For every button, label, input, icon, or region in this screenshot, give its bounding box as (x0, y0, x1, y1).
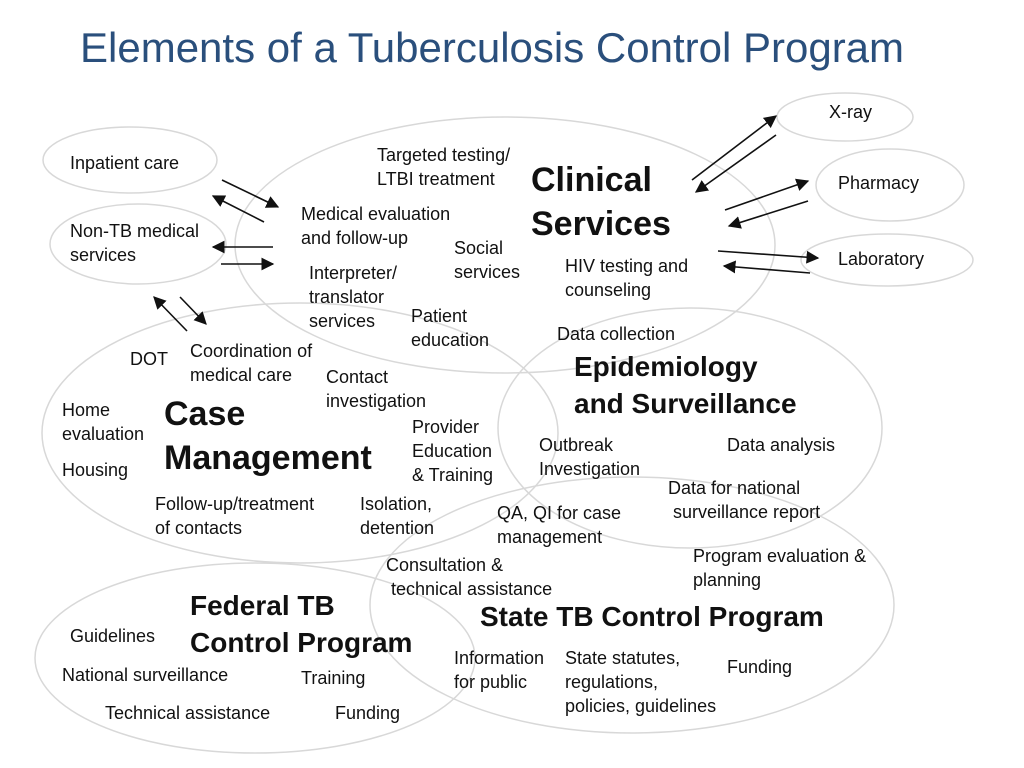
qa-qi-label: QA, QI for case management (497, 503, 622, 547)
state-program-heading: State TB Control Program (480, 601, 824, 632)
federal-funding-label: Funding (335, 703, 401, 723)
technical-assistance-label: Technical assistance (105, 703, 271, 723)
epidemiology-heading: Epidemiology and Surveillance (574, 351, 797, 419)
coordination-label: Coordination of medical care (190, 341, 313, 385)
statutes-label: State statutes, regulations, policies, guidelines (565, 648, 717, 716)
case-management-heading: Case Management (164, 395, 372, 477)
data-collection-label: Data collection (557, 324, 676, 344)
data-analysis-label: Data analysis (727, 435, 836, 455)
xray-label: X-ray (829, 102, 873, 122)
state-funding-label: Funding (727, 657, 793, 677)
targeted-testing-label: Targeted testing/ LTBI treatment (377, 145, 511, 189)
housing-label: Housing (62, 460, 129, 480)
provider-education-label: Provider Education & Training (412, 417, 494, 485)
arrow-to-xray (692, 116, 776, 180)
arrow-from-xray (696, 135, 776, 192)
national-data-label: Data for national surveillance report (668, 478, 821, 522)
arrow-from-laboratory (724, 266, 810, 273)
social-services-label: Social services (454, 238, 521, 282)
federal-program-heading: Federal TB Control Program (190, 590, 413, 658)
consultation-label: Consultation & technical assistance (386, 555, 553, 599)
arrow-to-case-from-nontb (180, 297, 206, 324)
training-label: Training (301, 668, 366, 688)
patient-education-label: Patient education (411, 306, 490, 350)
followup-contacts-label: Follow-up/treatment of contacts (155, 494, 315, 538)
clinical-services-heading: Clinical Services (531, 161, 671, 243)
home-evaluation-label: Home evaluation (62, 400, 145, 444)
slide-title: Elements of a Tuberculosis Control Program (80, 24, 905, 71)
info-public-label: Information for public (454, 648, 545, 692)
national-surveillance-label: National surveillance (62, 665, 229, 685)
hiv-testing-label: HIV testing and counseling (565, 256, 689, 300)
contact-investigation-label: Contact investigation (326, 367, 427, 411)
pharmacy-label: Pharmacy (838, 173, 920, 193)
isolation-label: Isolation, detention (360, 494, 435, 538)
nontb-services-label: Non-TB medical services (70, 221, 200, 265)
dot-label: DOT (130, 349, 168, 369)
inpatient-care-label: Inpatient care (70, 153, 180, 173)
arrow-to-inpatient (213, 196, 264, 222)
outbreak-investigation-label: Outbreak Investigation (539, 435, 641, 479)
medical-evaluation-label: Medical evaluation and follow-up (301, 204, 451, 248)
arrow-to-nontb-from-case (154, 297, 187, 331)
program-evaluation-label: Program evaluation & planning (693, 546, 867, 590)
laboratory-label: Laboratory (838, 249, 925, 269)
guidelines-label: Guidelines (70, 626, 156, 646)
interpreter-label: Interpreter/ translator services (309, 263, 398, 331)
